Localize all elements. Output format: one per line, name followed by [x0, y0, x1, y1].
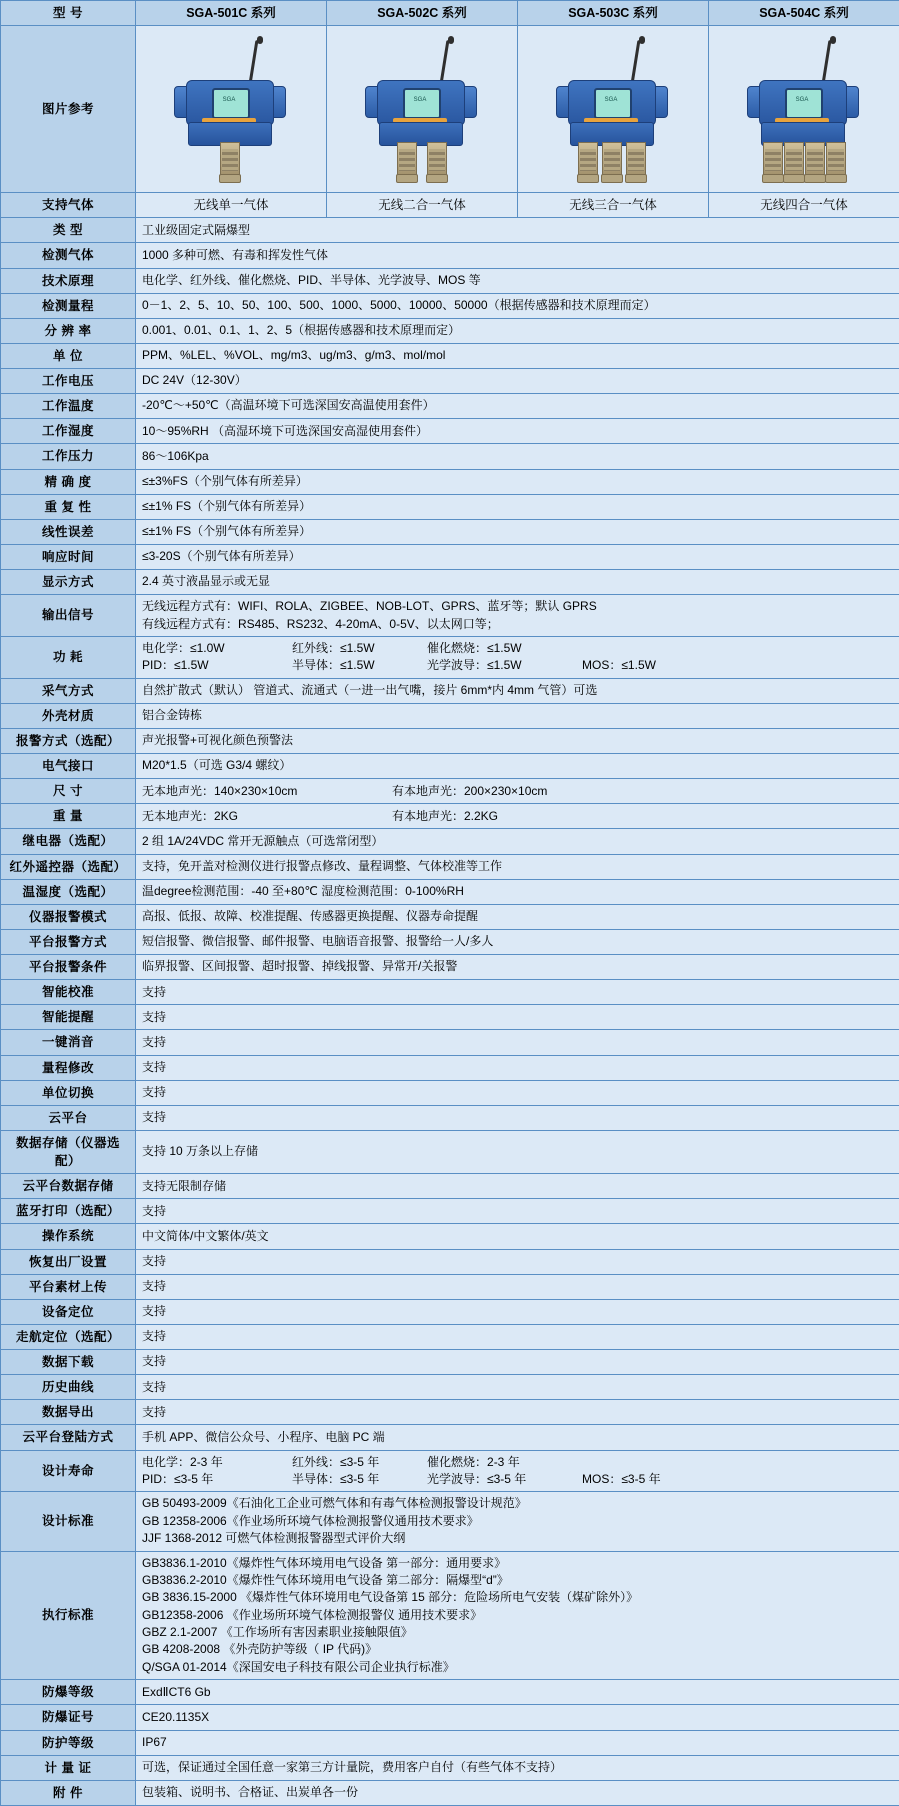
row-label: 红外遥控器（选配）: [1, 854, 136, 879]
model-name-4: SGA-504C 系列: [709, 1, 899, 26]
table-row: [1, 1730, 899, 1755]
row-value: M20*1.5（可选 G3/4 螺纹）: [136, 754, 899, 779]
row-label: 历史曲线: [1, 1375, 136, 1400]
row-label: 智能提醒: [1, 1005, 136, 1030]
row-value: 短信报警、微信报警、邮件报警、电脑语音报警、报警给一人/多人: [136, 929, 899, 954]
table-row-size: [1, 779, 899, 804]
execution-standard-line: GBZ 2.1-2007 《工作场所有害因素职业接触限值》: [142, 1624, 893, 1641]
table-row: [1, 268, 899, 293]
row-label: 平台素材上传: [1, 1274, 136, 1299]
power-pid: PID：≤1.5W: [142, 657, 292, 674]
table-row: [1, 419, 899, 444]
row-label-design-standard: 设计标准: [1, 1492, 136, 1551]
row-value: 2 组 1A/24VDC 常开无源触点（可选常闭型）: [136, 829, 899, 854]
table-row: [1, 1350, 899, 1375]
row-value: ≤±1% FS（个别气体有所差异）: [136, 494, 899, 519]
row-value: 支持: [136, 1105, 899, 1130]
row-value: 手机 APP、微信公众号、小程序、电脑 PC 端: [136, 1425, 899, 1450]
detector-illustration-1: [156, 34, 306, 184]
table-row: [1, 678, 899, 703]
row-value: 支持 10 万条以上存储: [136, 1130, 899, 1173]
row-value-power: [136, 636, 899, 678]
design-standard-line: GB 12358-2006《作业场所环境气体检测报警仪通用技术要求》: [142, 1513, 893, 1530]
execution-standard-line: GB 4208-2008 《外壳防护等级（ IP 代码)》: [142, 1641, 893, 1658]
row-value: 支持无限制存储: [136, 1174, 899, 1199]
row-value: 工业级固定式隔爆型: [136, 218, 899, 243]
product-image-1: [136, 26, 327, 193]
antenna-icon: [822, 40, 832, 84]
table-row: [1, 1324, 899, 1349]
sensor-cap-1: [396, 174, 418, 183]
power-catalytic: 催化燃烧：≤1.5W: [427, 640, 582, 657]
table-row: [1, 829, 899, 854]
row-label: 技术原理: [1, 268, 136, 293]
table-row: [1, 1130, 899, 1173]
life-electrochemical: 电化学：2-3 年: [142, 1454, 292, 1471]
antenna-tip-icon: [639, 36, 645, 44]
row-value: -20℃～+50℃（高温环境下可选深国安高温使用套件）: [136, 394, 899, 419]
row-value: 温degree检测范围：-40 至+80℃ 湿度检测范围：0-100%RH: [136, 879, 899, 904]
row-value: 电化学、红外线、催化燃烧、PID、半导体、光学波导、MOS 等: [136, 268, 899, 293]
table-row: [1, 1080, 899, 1105]
table-row: [1, 1755, 899, 1780]
row-label: 仪器报警模式: [1, 904, 136, 929]
row-label: 显示方式: [1, 570, 136, 595]
row-label: 平台报警方式: [1, 929, 136, 954]
row-label-size: 尺 寸: [1, 779, 136, 804]
device-screen-text: SGA: [405, 96, 435, 105]
row-value: 包装箱、说明书、合格证、出炭单各一份: [136, 1780, 899, 1805]
table-row: [1, 1005, 899, 1030]
row-value: 10～95%RH （高湿环境下可选深国安高湿使用套件）: [136, 419, 899, 444]
table-row: [1, 879, 899, 904]
row-value: DC 24V（12-30V）: [136, 369, 899, 394]
row-value: 支持: [136, 1375, 899, 1400]
table-row: [1, 494, 899, 519]
table-row: [1, 243, 899, 268]
row-value: IP67: [136, 1730, 899, 1755]
row-value: 支持: [136, 1324, 899, 1349]
device-screen-text: SGA: [214, 96, 244, 105]
row-label-model: 型 号: [1, 1, 136, 26]
row-value: 1000 多种可燃、有毒和挥发性气体: [136, 243, 899, 268]
power-line-1: [142, 640, 893, 657]
row-label: 外壳材质: [1, 703, 136, 728]
model-name-3: SGA-503C 系列: [518, 1, 709, 26]
row-value: ≤±3%FS（个别气体有所差异）: [136, 469, 899, 494]
row-label: 采气方式: [1, 678, 136, 703]
device-base: [379, 122, 463, 146]
row-value: CE20.1135X: [136, 1705, 899, 1730]
table-row: [1, 369, 899, 394]
row-value: 可选，保证通过全国任意一家第三方计量院，费用客户自付（有些气体不支持）: [136, 1755, 899, 1780]
table-row: [1, 570, 899, 595]
row-label-design-life: 设计寿命: [1, 1450, 136, 1492]
row-label: 线性误差: [1, 519, 136, 544]
table-row-product-images: [1, 26, 899, 193]
row-value-output-signal: [136, 595, 899, 637]
table-row-supported-gas: [1, 193, 899, 218]
product-image-4: [709, 26, 899, 193]
power-optical: 光学波导：≤1.5W: [427, 657, 582, 674]
row-label-weight: 重 量: [1, 804, 136, 829]
row-label-image-reference: 图片参考: [1, 26, 136, 193]
row-value: 自然扩散式（默认） 管道式、流通式（一进一出气嘴，接片 6mm*内 4mm 气管）可选: [136, 678, 899, 703]
life-line-1: [142, 1454, 893, 1471]
table-row: [1, 955, 899, 980]
row-label: 温湿度（选配）: [1, 879, 136, 904]
table-row: [1, 1105, 899, 1130]
row-value: ExdⅡCT6 Gb: [136, 1680, 899, 1705]
row-label: 附 件: [1, 1780, 136, 1805]
row-value-size: [136, 779, 899, 804]
model-name-1: SGA-501C 系列: [136, 1, 327, 26]
row-value: 声光报警+可视化颜色预警法: [136, 728, 899, 753]
life-line-2: [142, 1471, 893, 1488]
row-label: 工作压力: [1, 444, 136, 469]
execution-standard-line: GB12358-2006 《作业场所环境气体检测报警仪 通用技术要求》: [142, 1607, 893, 1624]
design-standard-line: JJF 1368-2012 可燃气体检测报警器型式评价大纲: [142, 1530, 893, 1547]
execution-standard-line: Q/SGA 01-2014《深国安电子科技有限公司企业执行标准》: [142, 1659, 893, 1676]
row-label: 精 确 度: [1, 469, 136, 494]
row-value: 支持: [136, 1350, 899, 1375]
antenna-tip-icon: [830, 36, 836, 44]
sensor-cap-3: [804, 174, 826, 183]
row-label: 防爆证号: [1, 1705, 136, 1730]
life-catalytic: 催化燃烧：2-3 年: [427, 1454, 582, 1471]
row-label: 报警方式（选配）: [1, 728, 136, 753]
sensor-cap-2: [783, 174, 805, 183]
table-row: [1, 1224, 899, 1249]
table-row: [1, 1299, 899, 1324]
row-label-execution-standard: 执行标准: [1, 1551, 136, 1680]
row-label: 类 型: [1, 218, 136, 243]
table-row-weight: [1, 804, 899, 829]
sensor-cap-1: [577, 174, 599, 183]
row-label: 检测气体: [1, 243, 136, 268]
table-row: [1, 980, 899, 1005]
table-row: [1, 1199, 899, 1224]
table-row: [1, 1705, 899, 1730]
sensor-cap-1: [219, 174, 241, 183]
row-value-design-life: [136, 1450, 899, 1492]
sensor-cap-1: [762, 174, 784, 183]
row-value: PPM、%LEL、%VOL、mg/m3、ug/m3、g/m3、mol/mol: [136, 343, 899, 368]
row-label: 数据下载: [1, 1350, 136, 1375]
row-value: ≤3-20S（个别气体有所差异）: [136, 544, 899, 569]
table-row-design-life: [1, 1450, 899, 1492]
power-semiconductor: 半导体：≤1.5W: [292, 657, 427, 674]
row-label: 单位切换: [1, 1080, 136, 1105]
row-label: 分 辨 率: [1, 318, 136, 343]
size-without-alarm: 无本地声光：140×230×10cm: [142, 783, 392, 800]
row-value: 铝合金铸栋: [136, 703, 899, 728]
row-value: 支持: [136, 1199, 899, 1224]
row-label: 响应时间: [1, 544, 136, 569]
antenna-icon: [249, 40, 259, 84]
weight-with-alarm: 有本地声光：2.2KG: [392, 808, 498, 825]
table-row: [1, 519, 899, 544]
table-row: [1, 754, 899, 779]
antenna-tip-icon: [257, 36, 263, 44]
design-standard-line: GB 50493-2009《石油化工企业可燃气体和有毒气体检测报警设计规范》: [142, 1495, 893, 1512]
row-value: 高报、低报、故障、校准提醒、传感器更换提醒、仪器寿命提醒: [136, 904, 899, 929]
execution-standard-line: GB 3836.15-2000 《爆炸性气体环境用电气设备第 15 部分：危险场所电气安装（煤矿除外）》: [142, 1589, 893, 1606]
table-row: [1, 1400, 899, 1425]
table-row-model-header: [1, 1, 899, 26]
table-row-execution-standard: [1, 1551, 899, 1680]
power-mos: MOS：≤1.5W: [582, 657, 682, 674]
sensor-cap-2: [601, 174, 623, 183]
table-row: [1, 703, 899, 728]
execution-standard-line: GB3836.2-2010《爆炸性气体环境用电气设备 第二部分：隔爆型“d”》: [142, 1572, 893, 1589]
row-value: 0.001、0.01、0.1、1、2、5（根据传感器和技术原理而定）: [136, 318, 899, 343]
row-value: 临界报警、区间报警、超时报警、掉线报警、异常开/关报警: [136, 955, 899, 980]
row-label: 数据导出: [1, 1400, 136, 1425]
row-value: 支持: [136, 1249, 899, 1274]
row-label: 数据存储（仪器选配）: [1, 1130, 136, 1173]
output-signal-wired: 有线远程方式有：RS485、RS232、4-20mA、0-5V、以太网口等；: [142, 616, 893, 633]
row-label: 工作温度: [1, 394, 136, 419]
table-row: [1, 544, 899, 569]
row-label: 量程修改: [1, 1055, 136, 1080]
output-signal-wireless: 无线远程方式有：WIFI、ROLA、ZIGBEE、NOB-LOT、GPRS、蓝牙等；默认 GPRS: [142, 598, 893, 615]
device-screen-text: SGA: [596, 96, 626, 105]
row-label: 检测量程: [1, 293, 136, 318]
table-row: [1, 1425, 899, 1450]
row-value: 中文简体/中文繁体/英文: [136, 1224, 899, 1249]
table-row: [1, 318, 899, 343]
row-value: 支持: [136, 1274, 899, 1299]
life-mos: MOS：≤3-5 年: [582, 1471, 682, 1488]
table-row: [1, 1780, 899, 1805]
execution-standard-line: GB3836.1-2010《爆炸性气体环境用电气设备 第一部分：通用要求》: [142, 1555, 893, 1572]
row-label: 走航定位（选配）: [1, 1324, 136, 1349]
row-label: 电气接口: [1, 754, 136, 779]
life-infrared: 红外线：≤3-5 年: [292, 1454, 427, 1471]
row-label: 一键消音: [1, 1030, 136, 1055]
supported-gas-2: 无线二合一气体: [327, 193, 518, 218]
row-value: 支持: [136, 1005, 899, 1030]
row-label: 恢复出厂设置: [1, 1249, 136, 1274]
row-value: 支持: [136, 1080, 899, 1105]
antenna-icon: [440, 40, 450, 84]
table-row: [1, 854, 899, 879]
supported-gas-3: 无线三合一气体: [518, 193, 709, 218]
row-label: 操作系统: [1, 1224, 136, 1249]
row-label: 工作湿度: [1, 419, 136, 444]
row-value-execution-standard: [136, 1551, 899, 1680]
row-label: 设备定位: [1, 1299, 136, 1324]
table-row: [1, 1174, 899, 1199]
sensor-cap-4: [825, 174, 847, 183]
row-label-power: 功 耗: [1, 636, 136, 678]
table-row: [1, 218, 899, 243]
device-screen-text: SGA: [787, 96, 817, 105]
table-row: [1, 343, 899, 368]
antenna-icon: [631, 40, 641, 84]
model-name-2: SGA-502C 系列: [327, 1, 518, 26]
row-label: 重 复 性: [1, 494, 136, 519]
row-label: 蓝牙打印（选配）: [1, 1199, 136, 1224]
row-value-weight: [136, 804, 899, 829]
antenna-tip-icon: [448, 36, 454, 44]
table-row-design-standard: [1, 1492, 899, 1551]
table-row: [1, 1055, 899, 1080]
life-optical: 光学波导：≤3-5 年: [427, 1471, 582, 1488]
row-value: 支持: [136, 1030, 899, 1055]
power-line-2: [142, 657, 893, 674]
product-image-2: [327, 26, 518, 193]
size-with-alarm: 有本地声光：200×230×10cm: [392, 783, 547, 800]
weight-without-alarm: 无本地声光：2KG: [142, 808, 392, 825]
detector-illustration-2: [347, 34, 497, 184]
row-value-design-standard: [136, 1492, 899, 1551]
row-label: 防护等级: [1, 1730, 136, 1755]
detector-illustration-3: [538, 34, 688, 184]
table-row: [1, 394, 899, 419]
sensor-cap-3: [625, 174, 647, 183]
table-row: [1, 1249, 899, 1274]
row-label: 单 位: [1, 343, 136, 368]
sensor-cap-2: [426, 174, 448, 183]
power-electrochemical: 电化学：≤1.0W: [142, 640, 292, 657]
table-row: [1, 728, 899, 753]
row-value: 0－1、2、5、10、50、100、500、1000、5000、10000、50000（根据传感器和技术原理而定）: [136, 293, 899, 318]
table-row: [1, 1680, 899, 1705]
table-row: [1, 929, 899, 954]
row-label: 计 量 证: [1, 1755, 136, 1780]
row-value: 86～106Kpa: [136, 444, 899, 469]
life-semiconductor: 半导体：≤3-5 年: [292, 1471, 427, 1488]
supported-gas-4: 无线四合一气体: [709, 193, 899, 218]
row-value: 2.4 英寸液晶显示或无显: [136, 570, 899, 595]
row-value: 支持: [136, 1400, 899, 1425]
table-row: [1, 1030, 899, 1055]
life-pid: PID：≤3-5 年: [142, 1471, 292, 1488]
table-row-output-signal: [1, 595, 899, 637]
row-value: 支持: [136, 980, 899, 1005]
power-infrared: 红外线：≤1.5W: [292, 640, 427, 657]
row-value: 支持: [136, 1299, 899, 1324]
table-row: [1, 293, 899, 318]
row-value: ≤±1% FS（个别气体有所差异）: [136, 519, 899, 544]
row-label-supported-gas: 支持气体: [1, 193, 136, 218]
row-label: 工作电压: [1, 369, 136, 394]
detector-illustration-4: [729, 34, 879, 184]
row-label: 云平台登陆方式: [1, 1425, 136, 1450]
row-label: 平台报警条件: [1, 955, 136, 980]
row-label-output-signal: 输出信号: [1, 595, 136, 637]
row-label: 云平台数据存储: [1, 1174, 136, 1199]
table-row: [1, 904, 899, 929]
supported-gas-1: 无线单一气体: [136, 193, 327, 218]
row-label: 云平台: [1, 1105, 136, 1130]
row-value: 支持: [136, 1055, 899, 1080]
row-value: 支持，免开盖对检测仪进行报警点修改、量程调整、气体校准等工作: [136, 854, 899, 879]
table-row: [1, 469, 899, 494]
row-label: 智能校准: [1, 980, 136, 1005]
table-row: [1, 1274, 899, 1299]
table-row-power: [1, 636, 899, 678]
table-row: [1, 1375, 899, 1400]
product-image-3: [518, 26, 709, 193]
row-label: 继电器（选配）: [1, 829, 136, 854]
table-row: [1, 444, 899, 469]
row-label: 防爆等级: [1, 1680, 136, 1705]
